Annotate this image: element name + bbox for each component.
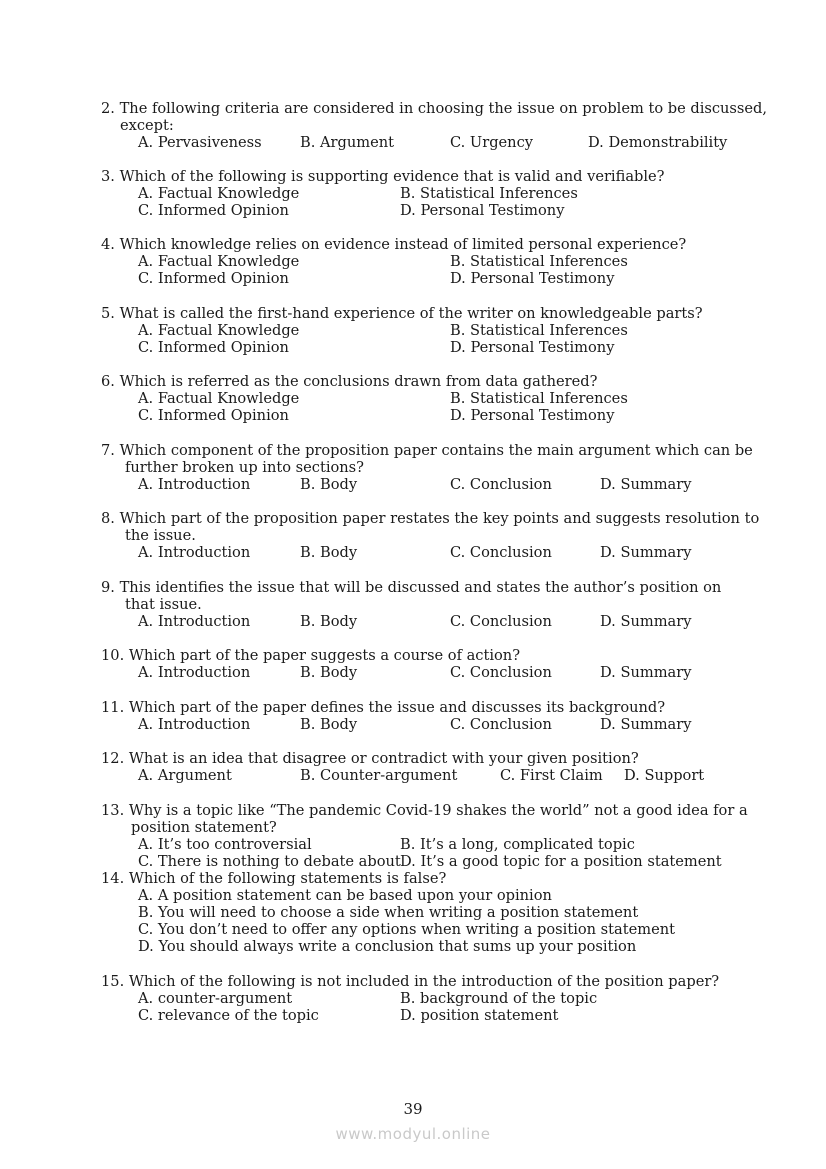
- question-15-option-c: C. relevance of the topic: [138, 1007, 319, 1024]
- question-3-stem: 3. Which of the following is supporting evidence that is valid and verifiable?: [101, 168, 665, 185]
- question-2-option-c: C. Urgency: [450, 134, 533, 151]
- question-7-stem-cont: further broken up into sections?: [125, 459, 364, 476]
- question-6-option-c: C. Informed Opinion: [138, 407, 289, 424]
- question-4-stem: 4. Which knowledge relies on evidence instead of limited personal experience?: [101, 236, 687, 253]
- question-15-option-d: D. position statement: [400, 1007, 559, 1024]
- question-4-option-b: B. Statistical Inferences: [450, 253, 628, 270]
- question-2-option-b: B. Argument: [300, 134, 394, 151]
- question-15-stem: 15. Which of the following is not included in the introduction of the position paper?: [101, 973, 720, 990]
- question-2-stem-cont: except:: [120, 117, 174, 134]
- question-12-stem: 12. What is an idea that disagree or contradict with your given position?: [101, 750, 639, 767]
- question-2-option-a: A. Pervasiveness: [138, 134, 262, 151]
- question-8-option-a: A. Introduction: [138, 544, 251, 561]
- question-7-stem: 7. Which component of the proposition paper contains the main argument which can be: [101, 442, 753, 459]
- question-3-option-d: D. Personal Testimony: [400, 202, 565, 219]
- question-13-option-d: D. It’s a good topic for a position statement: [400, 853, 722, 870]
- question-9-option-a: A. Introduction: [138, 613, 251, 630]
- question-12-option-d: D. Support: [624, 767, 705, 784]
- question-7-option-a: A. Introduction: [138, 476, 251, 493]
- question-6-option-d: D. Personal Testimony: [450, 407, 615, 424]
- question-13-option-b: B. It’s a long, complicated topic: [400, 836, 635, 853]
- question-12-option-c: C. First Claim: [500, 767, 603, 784]
- question-11-stem: 11. Which part of the paper defines the issue and discusses its background?: [101, 699, 666, 716]
- question-10-option-c: C. Conclusion: [450, 664, 552, 681]
- question-14-option-d: D. You should always write a conclusion that sums up your position: [138, 938, 637, 955]
- question-7-option-b: B. Body: [300, 476, 358, 493]
- question-8-option-c: C. Conclusion: [450, 544, 552, 561]
- question-14-option-b: B. You will need to choose a side when writing a position statement: [138, 904, 639, 921]
- question-11-option-c: C. Conclusion: [450, 716, 552, 733]
- question-8-stem-cont: the issue.: [125, 527, 196, 544]
- question-10-option-d: D. Summary: [600, 664, 692, 681]
- question-5-option-c: C. Informed Opinion: [138, 339, 289, 356]
- question-9-option-c: C. Conclusion: [450, 613, 552, 630]
- question-3-option-a: A. Factual Knowledge: [138, 185, 300, 202]
- question-11-option-b: B. Body: [300, 716, 358, 733]
- question-10-stem: 10. Which part of the paper suggests a course of action?: [101, 647, 521, 664]
- question-4-option-c: C. Informed Opinion: [138, 270, 289, 287]
- question-11-option-d: D. Summary: [600, 716, 692, 733]
- question-14-stem: 14. Which of the following statements is false?: [101, 870, 447, 887]
- question-2-stem: 2. The following criteria are considered in choosing the issue on problem to be discussed,: [101, 100, 768, 117]
- question-5-option-b: B. Statistical Inferences: [450, 322, 628, 339]
- question-9-option-d: D. Summary: [600, 613, 692, 630]
- question-7-option-c: C. Conclusion: [450, 476, 552, 493]
- question-6-option-a: A. Factual Knowledge: [138, 390, 300, 407]
- question-9-stem-cont: that issue.: [125, 596, 202, 613]
- question-5-option-a: A. Factual Knowledge: [138, 322, 300, 339]
- question-14-option-a: A. A position statement can be based upon your opinion: [138, 887, 552, 904]
- question-13-option-a: A. It’s too controversial: [138, 836, 312, 853]
- question-10-option-b: B. Body: [300, 664, 358, 681]
- question-4-option-a: A. Factual Knowledge: [138, 253, 300, 270]
- question-8-stem: 8. Which part of the proposition paper restates the key points and suggests resolution to: [101, 510, 760, 527]
- question-11-option-a: A. Introduction: [138, 716, 251, 733]
- question-13-stem: 13. Why is a topic like “The pandemic Covid-19 shakes the world” not a good idea for a: [101, 802, 748, 819]
- question-12-option-a: A. Argument: [138, 767, 232, 784]
- question-4-option-d: D. Personal Testimony: [450, 270, 615, 287]
- question-6-stem: 6. Which is referred as the conclusions drawn from data gathered?: [101, 373, 598, 390]
- question-13-option-c: C. There is nothing to debate about: [138, 853, 401, 870]
- question-9-stem: 9. This identifies the issue that will be discussed and states the author’s position on: [101, 579, 722, 596]
- question-9-option-b: B. Body: [300, 613, 358, 630]
- question-8-option-d: D. Summary: [600, 544, 692, 561]
- question-7-option-d: D. Summary: [600, 476, 692, 493]
- question-5-stem: 5. What is called the first-hand experience of the writer on knowledgeable parts?: [101, 305, 703, 322]
- question-15-option-b: B. background of the topic: [400, 990, 598, 1007]
- watermark: www.modyul.online: [335, 1125, 491, 1143]
- question-8-option-b: B. Body: [300, 544, 358, 561]
- question-14-option-c: C. You don’t need to offer any options when writing a position statement: [138, 921, 675, 938]
- question-6-option-b: B. Statistical Inferences: [450, 390, 628, 407]
- question-3-option-b: B. Statistical Inferences: [400, 185, 578, 202]
- page-number: 39: [403, 1100, 423, 1118]
- question-13-stem-cont: position statement?: [131, 819, 277, 836]
- question-10-option-a: A. Introduction: [138, 664, 251, 681]
- question-15-option-a: A. counter-argument: [138, 990, 293, 1007]
- question-3-option-c: C. Informed Opinion: [138, 202, 289, 219]
- question-12-option-b: B. Counter-argument: [300, 767, 458, 784]
- question-5-option-d: D. Personal Testimony: [450, 339, 615, 356]
- question-2-option-d: D. Demonstrability: [588, 134, 728, 151]
